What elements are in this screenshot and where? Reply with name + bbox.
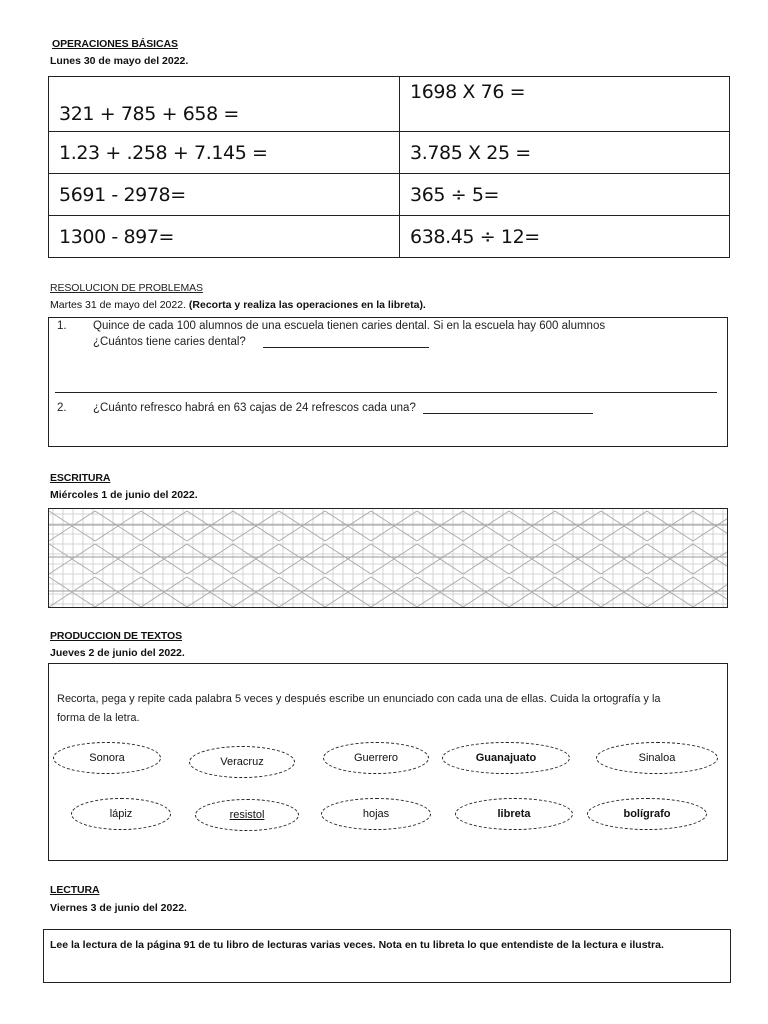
problem-number: 2.	[57, 402, 67, 414]
operation-cell: 5691 - 2978=	[49, 174, 400, 216]
problemas-heading: RESOLUCION DE PROBLEMAS	[50, 282, 203, 294]
word-oval-boligrafo[interactable]	[587, 798, 707, 830]
table-row	[49, 77, 730, 132]
word-label: bolígrafo	[623, 808, 671, 820]
word-oval-hojas[interactable]	[321, 798, 431, 830]
words-box	[48, 663, 728, 861]
table-row	[49, 132, 730, 174]
word-oval-lapiz[interactable]	[71, 798, 171, 830]
escritura-heading: ESCRITURA	[50, 472, 111, 484]
operation-cell: 365 ÷ 5=	[400, 174, 730, 216]
operation-cell: 638.45 ÷ 12=	[400, 216, 730, 258]
table-row	[49, 174, 730, 216]
lectura-date: Viernes 3 de junio del 2022.	[50, 902, 187, 914]
word-oval-sonora[interactable]	[53, 742, 161, 774]
word-oval-guerrero[interactable]	[323, 742, 429, 774]
operation-cell: 1698 X 76 =	[400, 77, 730, 132]
produccion-date: Jueves 2 de junio del 2022.	[50, 647, 185, 659]
problem-text-line2	[93, 336, 429, 348]
word-label: Veracruz	[220, 756, 264, 768]
words-instructions: Recorta, pega y repite cada palabra 5 veces y después escribe un enunciado con cada una de ellas. Cuida la ortografía y la forma de la letra.	[57, 693, 661, 724]
word-label: Guanajuato	[475, 752, 537, 764]
word-label: libreta	[497, 808, 531, 820]
escritura-date: Miércoles 1 de junio del 2022.	[50, 489, 198, 501]
operation-cell: 3.785 X 25 =	[400, 132, 730, 174]
problem-text-line1: Quince de cada 100 alumnos de una escuela tienen caries dental. Si en la escuela hay 600 alumnos	[93, 320, 606, 332]
table-row	[49, 216, 730, 258]
word-label: resistol	[229, 809, 265, 821]
writing-grid	[49, 509, 728, 608]
operation-cell: 321 + 785 + 658 =	[49, 77, 400, 132]
word-label: Sinaloa	[638, 752, 676, 764]
word-oval-guanajuato[interactable]	[442, 742, 570, 774]
problemas-date	[50, 299, 426, 311]
operation-cell: 1300 - 897=	[49, 216, 400, 258]
problem-text-question: ¿Cuántos tiene caries dental?	[93, 336, 246, 348]
problemas-date-text: Martes 31 de mayo del 2022.	[50, 299, 186, 311]
operation-cell: 1.23 + .258 + 7.145 =	[49, 132, 400, 174]
produccion-heading: PRODUCCION DE TEXTOS	[50, 630, 182, 642]
word-oval-resistol[interactable]	[195, 799, 299, 831]
problems-box	[48, 317, 728, 447]
word-oval-veracruz[interactable]	[189, 746, 295, 778]
reading-box	[43, 929, 731, 983]
word-label: Sonora	[89, 752, 125, 764]
problem-number: 1.	[57, 320, 67, 332]
problem-divider	[55, 392, 717, 393]
operaciones-date: Lunes 30 de mayo del 2022.	[50, 55, 189, 67]
word-label: Guerrero	[353, 752, 399, 764]
word-oval-libreta[interactable]	[455, 798, 573, 830]
lectura-heading: LECTURA	[50, 884, 100, 896]
operations-table	[48, 76, 730, 258]
word-label: hojas	[362, 808, 390, 820]
writing-grid-box	[48, 508, 728, 608]
problemas-date-note: (Recorta y realiza las operaciones en la libreta).	[188, 299, 426, 311]
word-oval-sinaloa[interactable]	[596, 742, 718, 774]
operaciones-heading: OPERACIONES BÁSICAS	[52, 38, 178, 50]
answer-line[interactable]	[423, 413, 593, 414]
reading-instructions: Lee la lectura de la página 91 de tu libro de lecturas varias veces. Nota en tu libreta lo que entendiste de la lectura e ilustra.	[50, 939, 664, 951]
answer-line[interactable]	[263, 347, 429, 348]
word-label: lápiz	[109, 808, 133, 820]
problem-text-question: ¿Cuánto refresco habrá en 63 cajas de 24 refrescos cada una?	[93, 402, 416, 414]
problem-text-line1	[93, 402, 593, 414]
